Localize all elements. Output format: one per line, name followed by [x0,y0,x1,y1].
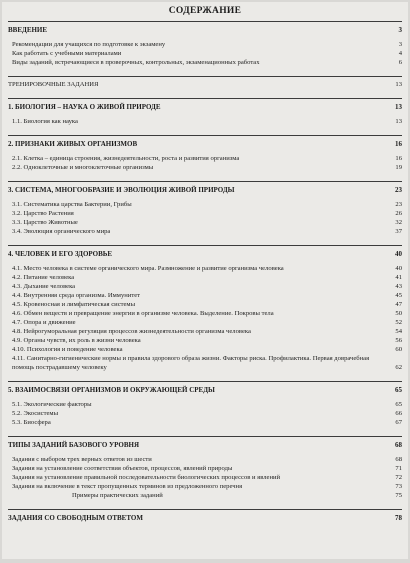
toc-page-number: 23 [395,201,402,208]
toc-page-number: 52 [395,319,402,326]
toc-entry [8,227,402,236]
toc-heading [8,102,402,113]
toc-entry-title: 1. БИОЛОГИЯ – НАУКА О ЖИВОЙ ПРИРОДЕ [8,103,161,111]
toc-entry-title: 3.1. Систематика царства Бактерии, Грибы [12,201,132,208]
toc-entry-title: 3.3. Царство Животные [12,219,78,226]
toc-page-number: 6 [398,59,402,66]
toc-entry-title: 4.3. Дыхание человека [12,283,76,290]
toc-entry-title: 5.3. Биосфера [12,419,51,426]
toc-entry [8,264,402,273]
toc-entry [8,400,402,409]
toc-entry [8,49,402,58]
toc-entry-title: ТИПЫ ЗАДАНИЙ БАЗОВОГО УРОВНЯ [8,441,140,449]
toc-page-number: 71 [395,465,402,472]
toc-entry [8,327,402,336]
toc-entry [8,200,402,209]
toc-page-number: 43 [395,283,402,290]
toc-section [8,381,402,436]
toc-entry-title: 4.8. Нейрогуморальная регуляция процессов жизнедеятельности организма человека [12,328,251,335]
toc-entry-title: Примеры практических заданий [72,492,163,499]
toc-entry-title: ТРЕНИРОВОЧНЫЕ ЗАДАНИЯ [8,81,99,88]
toc-entry-title: 3. СИСТЕМА, МНОГООБРАЗИЕ И ЭВОЛЮЦИЯ ЖИВОЙ ПРИРОДЫ [8,186,235,194]
toc-page-number: 73 [395,483,402,490]
toc-heading [8,80,402,89]
toc-page-number: 45 [395,292,402,299]
page-title: СОДЕРЖАНИЕ [168,6,242,16]
toc-section [8,509,402,533]
toc-page-number: 13 [395,103,402,111]
toc-section [8,21,402,76]
toc-entry-title: Виды заданий, встречающиеся в проверочных, контрольных, экзаменационных работах [12,59,260,66]
toc-entry [8,163,402,172]
toc-entry [8,291,402,300]
toc-page-number: 16 [395,155,402,162]
toc-entry-title: 3.2. Царство Растения [12,210,74,217]
toc-page-number: 54 [395,328,402,335]
toc-entry-title: 4.1. Место человека в системе органического мира. Размножение и развитие организма человека [12,265,284,272]
toc-heading [8,25,402,36]
toc-page-number: 50 [395,310,402,317]
toc-page-number: 72 [395,474,402,481]
toc-entry [8,491,402,500]
toc-heading [8,249,402,260]
toc-entry-title: 2.2. Одноклеточные и многоклеточные организмы [12,164,154,171]
toc-heading [8,185,402,196]
toc-entry [8,455,402,464]
toc-page-number: 41 [395,274,402,281]
toc-entry [8,273,402,282]
toc-heading [8,139,402,150]
toc-entry-title: 5.1. Экологические факторы [12,401,92,408]
toc-page-number: 68 [395,456,402,463]
toc-page-number: 68 [395,441,402,449]
toc-entry [8,464,402,473]
toc-entry [8,309,402,318]
toc-entry [8,318,402,327]
toc-entry [8,300,402,309]
toc-page-number: 47 [395,301,402,308]
toc-page-number: 13 [395,118,402,125]
table-of-contents [8,21,402,533]
toc-page-number: 60 [395,346,402,353]
toc-section [8,181,402,245]
toc-page-number: 65 [395,401,402,408]
toc-entry-title: ЗАДАНИЯ СО СВОБОДНЫМ ОТВЕТОМ [8,514,143,522]
contents-page [2,2,408,559]
toc-section [8,76,402,98]
toc-entry-title: Задания на включение в текст пропущенных терминов из предложенного перечня [12,483,243,490]
toc-page-number: 66 [395,410,402,417]
toc-page-number: 3 [398,26,402,34]
toc-entry [8,345,402,354]
toc-entry [8,354,402,372]
toc-entry [8,117,402,126]
toc-entry-title: 3.4. Эволюция органического мира [12,228,111,235]
toc-section [8,436,402,509]
toc-section [8,245,402,381]
toc-entry [8,418,402,427]
toc-heading [8,385,402,396]
toc-entry [8,336,402,345]
toc-section [8,98,402,135]
toc-entry-title: 1.1. Биология как наука [12,118,78,125]
toc-entry [8,154,402,163]
toc-page-number: 65 [395,386,402,394]
toc-page-number: 40 [395,250,402,258]
toc-entry-title: 4.2. Питание человека [12,274,75,281]
toc-page-number: 3 [398,41,402,48]
toc-page-number: 32 [395,219,402,226]
toc-entry-title: 5. ВЗАИМОСВЯЗИ ОРГАНИЗМОВ И ОКРУЖАЮЩЕЙ СРЕДЫ [8,386,215,394]
toc-page-number: 37 [395,228,402,235]
toc-entry-title: 2. ПРИЗНАКИ ЖИВЫХ ОРГАНИЗМОВ [8,140,138,148]
toc-page-number: 16 [395,140,402,148]
toc-entry-title: 4.11. Санитарно-гигиенические нормы и правила здорового образа жизни. Факторы риска. Профилактика. Первая доврачебная помощь пострадавшему человеку [12,355,370,371]
toc-heading [8,513,402,524]
toc-page-number: 19 [395,164,402,171]
toc-entry-title: 4.7. Опора и движение [12,319,76,326]
toc-page-number: 75 [395,492,402,499]
toc-entry-title: 5.2. Экосистемы [12,410,59,417]
toc-entry-title: 2.1. Клетка – единица строения, жизнедеятельности, роста и развития организма [12,155,240,162]
toc-entry [8,473,402,482]
toc-page-number: 23 [395,186,402,194]
toc-page-number: 62 [395,364,402,371]
toc-entry-title: 4.10. Психология и поведение человека [12,346,123,353]
toc-section [8,135,402,181]
toc-heading [8,440,402,451]
toc-entry [8,482,402,491]
toc-entry-title: 4.6. Обмен веществ и превращение энергии в организме человека. Выделение. Покровы тела [12,310,274,317]
toc-entry [8,58,402,67]
toc-page-number: 4 [398,50,402,57]
toc-entry [8,218,402,227]
toc-entry [8,282,402,291]
toc-entry-title: 4.9. Органы чувств, их роль в жизни человека [12,337,141,344]
toc-entry-title: Задания на установление правильной последовательности биологических процессов и явлений [12,474,281,481]
toc-entry-title: Рекомендации для учащихся по подготовке к экзамену [12,41,166,48]
toc-entry-title: 4. ЧЕЛОВЕК И ЕГО ЗДОРОВЬЕ [8,250,113,258]
toc-entry [8,40,402,49]
toc-entry-title: Задания на установление соответствия объектов, процессов, явлений природы [12,465,233,472]
toc-page-number: 13 [395,81,402,88]
toc-entry-title: 4.4. Внутренняя среда организма. Иммунитет [12,292,141,299]
toc-page-number: 67 [395,419,402,426]
toc-entry-title: Как работать с учебными материалами [12,50,122,57]
toc-page-number: 78 [395,514,402,522]
toc-page-number: 26 [395,210,402,217]
toc-entry-title: Задания с выбором трех верных ответов из шести [12,456,152,463]
toc-entry [8,409,402,418]
toc-page-number: 56 [395,337,402,344]
toc-entry-title: ВВЕДЕНИЕ [8,26,48,34]
toc-entry [8,209,402,218]
toc-entry-title: 4.5. Кровеносная и лимфатическая системы [12,301,136,308]
toc-page-number: 40 [395,265,402,272]
